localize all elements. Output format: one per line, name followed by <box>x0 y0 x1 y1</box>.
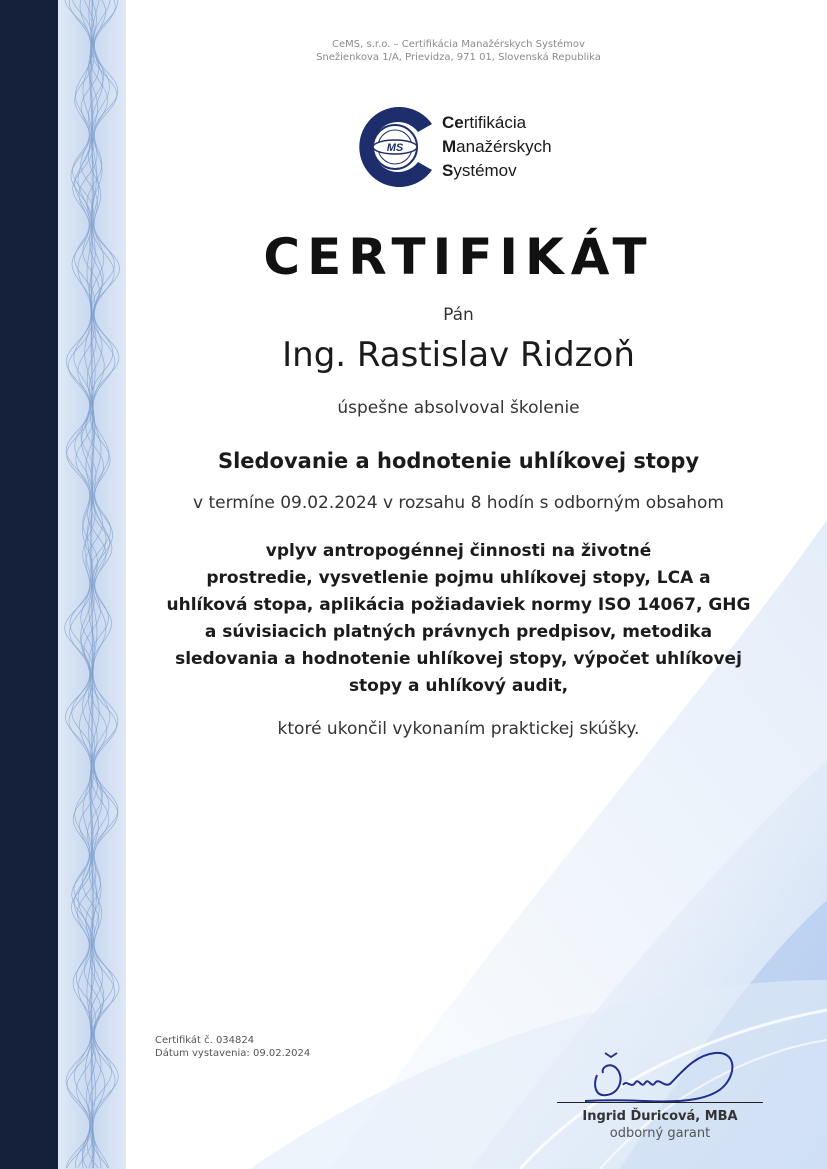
logo-line-3: Systémov <box>442 161 517 180</box>
logo-wordmark <box>442 111 552 183</box>
handwritten-signature-icon <box>585 1045 745 1105</box>
issue-date: Dátum vystavenia: 09.02.2024 <box>155 1048 311 1059</box>
content-line: a súvisiacich platných právnych predpisov, metodika <box>204 622 713 642</box>
content-line: prostredie, vysvetlenie pojmu uhlíkovej stopy, LCA a <box>206 568 711 588</box>
course-title: Sledovanie a hodnotenie uhlíkovej stopy <box>217 449 700 473</box>
header-address-line: Snežienkova 1/A, Prievidza, 971 01, Slovenská Republika <box>316 52 601 63</box>
cems-logo-emblem-icon <box>352 104 438 190</box>
term-text: v termíne 09.02.2024 v rozsahu 8 hodín s odborným obsahom <box>193 493 724 513</box>
recipient-name: Ing. Rastislav Ridzoň <box>282 335 635 375</box>
logo-line-1: Certifikácia <box>442 113 527 132</box>
signatory-name: Ingrid Ďuricová, MBA <box>582 1109 738 1124</box>
certificate-title: CERTIFIKÁT <box>263 228 654 286</box>
course-content <box>150 538 767 700</box>
salutation: Pán <box>443 305 474 325</box>
header-company-line: CeMS, s.r.o. – Certifikácia Manažérskych Systémov <box>332 39 585 50</box>
left-dark-bar <box>0 0 58 1169</box>
signatory-role: odborný garant <box>609 1126 711 1141</box>
left-guilloche-ornament <box>58 0 126 1169</box>
closing-text: ktoré ukončil vykonaním praktickej skúšky. <box>277 719 640 739</box>
content-line: uhlíková stopa, aplikácia požiadaviek normy ISO 14067, GHG <box>166 595 751 615</box>
logo-emblem-text: MS <box>386 142 404 154</box>
content-line: stopy a uhlíkový audit, <box>348 676 569 696</box>
content-line: vplyv antropogénnej činnosti na životné <box>265 541 652 561</box>
logo-line-2: Manažérskych <box>442 137 552 156</box>
content-line: sledovania a hodnotenie uhlíkovej stopy, výpočet uhlíkovej <box>175 649 742 669</box>
signature-line <box>557 1102 763 1103</box>
completed-text: úspešne absolvoval školenie <box>337 398 580 418</box>
certificate-number: Certifikát č. 034824 <box>155 1035 255 1046</box>
